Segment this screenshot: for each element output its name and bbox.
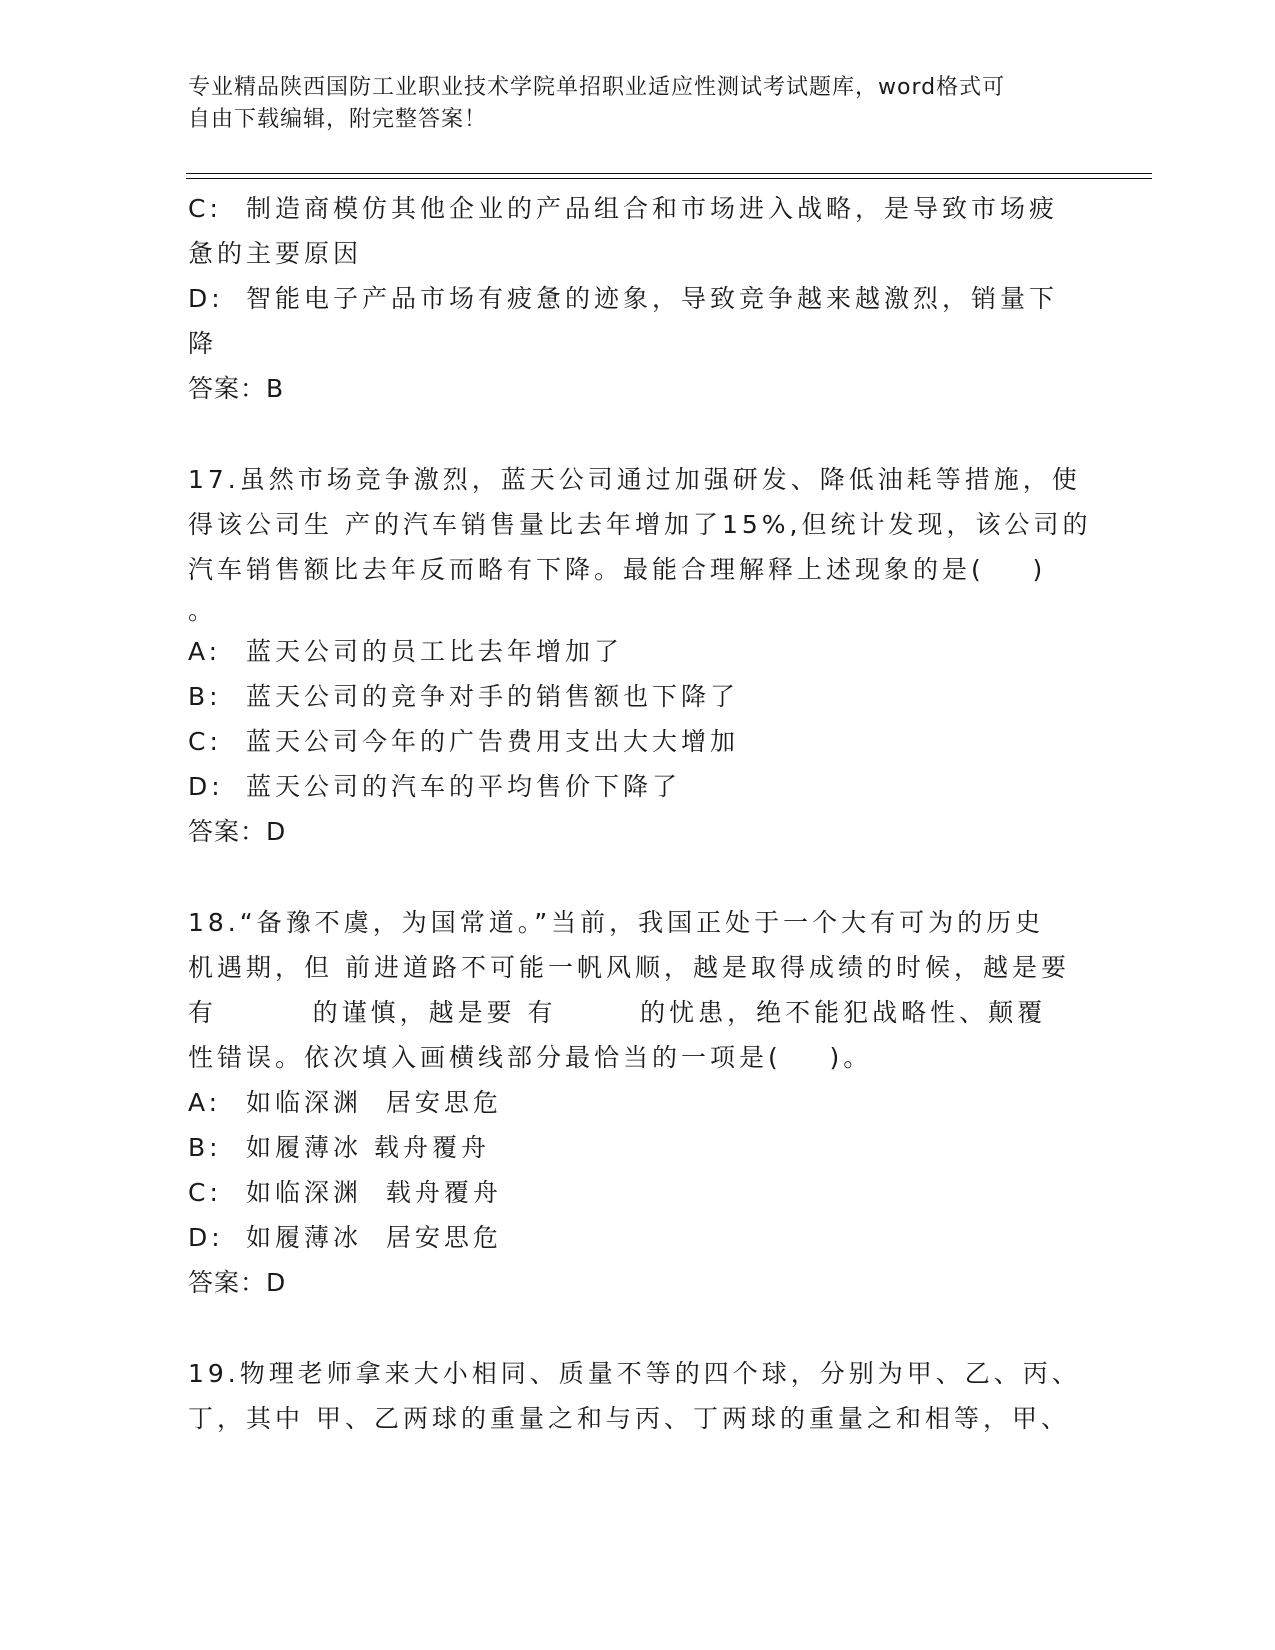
option-c-continued: 惫的主要原因: [188, 239, 363, 268]
question-stem: 性错误。依次填入画横线部分最恰当的一项是( )。: [188, 1043, 873, 1072]
option-label: C:: [188, 727, 222, 756]
option-a: [188, 1080, 1088, 1125]
question-content: [188, 186, 1092, 1441]
option-label: D:: [188, 772, 224, 801]
option-text: 智能电子产品市场有疲惫的迹象，导致竞争越来越激烈，销量下: [246, 284, 1059, 313]
question-17: [188, 457, 1092, 855]
option-text: 蓝天公司的员工比去年增加了: [246, 637, 624, 666]
question-stem: 18.“备豫不虞，为国常道。”当前，我国正处于一个大有可为的历史: [188, 908, 1045, 937]
option-d: [188, 276, 1088, 321]
header-line-1: 专业精品陕西国防工业职业技术学院单招职业适应性测试考试题库，word格式可: [188, 75, 1006, 100]
option-text: 如履薄冰 载舟覆舟: [246, 1133, 490, 1162]
question-stem: 机遇期，但 前进道路不可能一帆风顺，越是取得成绩的时候，越是要: [188, 953, 1070, 982]
option-label: A:: [188, 1088, 222, 1117]
answer: 答案：D: [188, 1268, 287, 1297]
option-label: C:: [188, 194, 222, 223]
question-stem: 。: [188, 596, 218, 625]
question-stem: 19.物理老师拿来大小相同、质量不等的四个球，分别为甲、乙、丙、: [188, 1359, 1081, 1388]
option-text: 制造商模仿其他企业的产品组合和市场进入战略，是导致市场疲: [246, 194, 1059, 223]
header-line-2: 自由下载编辑，附完整答案！: [188, 107, 488, 132]
option-text: 如临深渊 载舟覆舟: [246, 1178, 502, 1207]
option-c: [188, 719, 1088, 764]
question-stem: 丁，其中 甲、乙两球的重量之和与丙、丁两球的重量之和相等，甲、: [188, 1404, 1070, 1433]
option-label: C:: [188, 1178, 222, 1207]
question-stem: 得该公司生 产的汽车销售量比去年增加了15%,但统计发现，该公司的: [188, 510, 1092, 539]
option-c: [188, 1170, 1088, 1215]
option-b: [188, 674, 1088, 719]
spacer: [188, 1306, 1088, 1351]
option-a: [188, 629, 1088, 674]
option-label: B:: [188, 1133, 222, 1162]
header-rule-top: [186, 173, 1152, 174]
option-b: [188, 1125, 1088, 1170]
option-label: D:: [188, 1223, 224, 1252]
answer: 答案：B: [188, 374, 285, 403]
option-label: B:: [188, 682, 222, 711]
option-text: 蓝天公司今年的广告费用支出大大增加: [246, 727, 740, 756]
option-label: D:: [188, 284, 224, 313]
option-d: [188, 1215, 1088, 1260]
answer: 答案：D: [188, 817, 287, 846]
question-16: [188, 186, 1088, 412]
option-text: 蓝天公司的竞争对手的销售额也下降了: [246, 682, 740, 711]
question-19: [188, 1351, 1088, 1441]
option-d: [188, 764, 1088, 809]
page-header: [188, 72, 1068, 136]
spacer: [188, 855, 1088, 900]
question-stem: 有 的谨慎，越是要 有 的忧患，绝不能犯战略性、颠覆: [188, 998, 1047, 1027]
question-18: [188, 900, 1088, 1306]
option-d-continued: 降: [188, 329, 218, 358]
question-stem: 汽车销售额比去年反而略有下降。最能合理解释上述现象的是( ): [188, 555, 1047, 584]
option-label: A:: [188, 637, 222, 666]
option-text: 如临深渊 居安思危: [246, 1088, 502, 1117]
option-c: [188, 186, 1088, 231]
spacer: [188, 412, 1088, 457]
question-stem: 17.虽然市场竞争激烈，蓝天公司通过加强研发、降低油耗等措施，使: [188, 465, 1081, 494]
header-rule-bottom: [186, 178, 1152, 179]
option-text: 蓝天公司的汽车的平均售价下降了: [246, 772, 682, 801]
option-text: 如履薄冰 居安思危: [246, 1223, 502, 1252]
